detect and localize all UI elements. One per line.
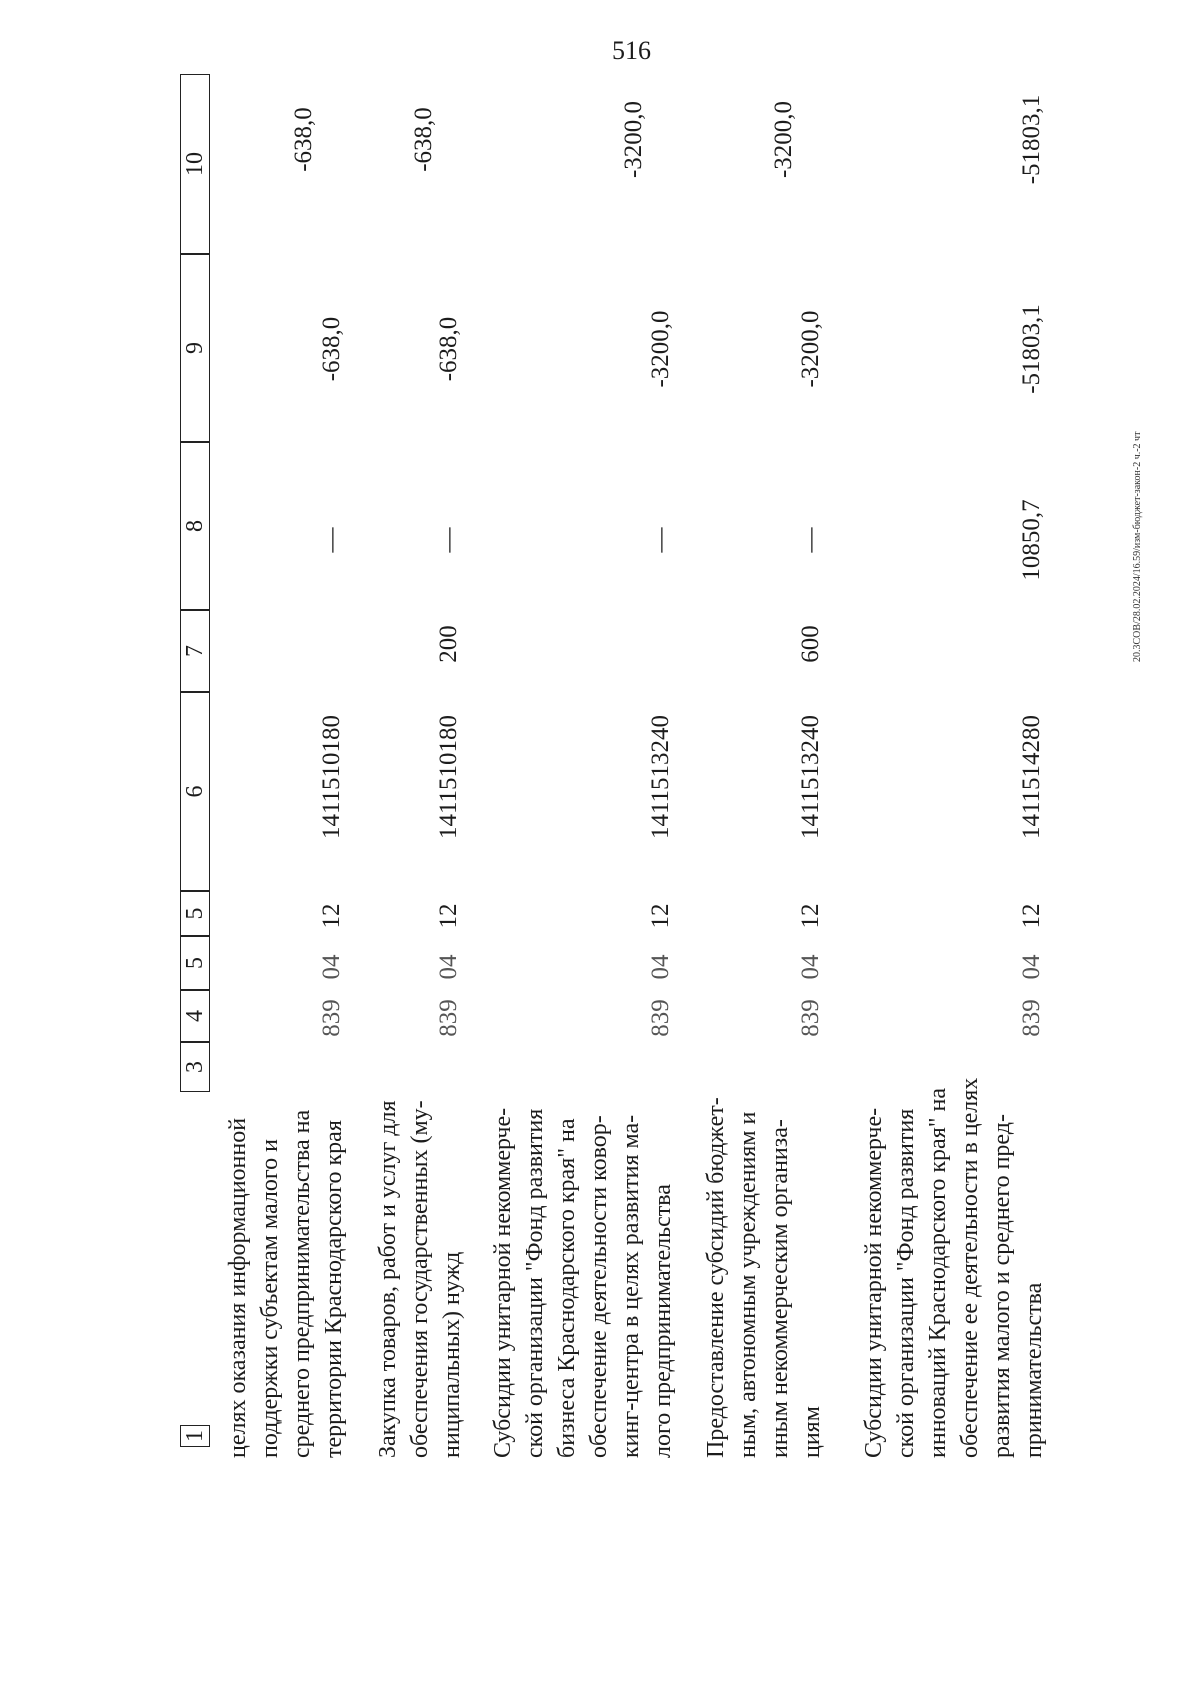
row-3-col-10: -3200,0	[620, 100, 647, 179]
footer-file-path: 20.3СОВ/28.02.2024/16.59/изм-бюджет-закон-2 ч.-2 чт	[1132, 431, 1143, 662]
row-1-col-4: 04	[318, 954, 345, 980]
row-4-col-3: 839	[797, 999, 824, 1037]
row-3-col-4: 04	[647, 954, 674, 980]
row-2-col-7: 200	[435, 625, 462, 663]
header-col-7: 7	[180, 610, 210, 692]
row-2-col-8: —	[435, 527, 462, 553]
row-1-col-8: —	[318, 527, 345, 553]
row-4-col-6: 1411513240	[797, 714, 824, 840]
row-1-col-9: -638,0	[318, 316, 345, 382]
row-4-col-10: -3200,0	[770, 100, 797, 179]
row-2-description: Закупка товаров, работ и услуг для обеспечения государственных (му- ниципальных) нужд	[375, 1100, 465, 1458]
row-5-col-4: 04	[1018, 954, 1045, 980]
row-4-col-4: 04	[797, 954, 824, 980]
row-4-col-8: —	[797, 527, 824, 553]
header-col-8: 8	[180, 442, 210, 610]
row-5-col-6: 1411514280	[1018, 714, 1045, 840]
row-3-col-8: —	[647, 527, 674, 553]
row-1-description: целях оказания информационной поддержки субъектам малого и среднего предпринимательства на территории Краснодарского края	[225, 1109, 347, 1458]
row-2-col-6: 1411510180	[435, 714, 462, 840]
row-5-col-10: -51803,1	[1018, 94, 1045, 185]
header-col-3: 3	[180, 1042, 210, 1092]
row-1-col-10: -638,0	[290, 107, 317, 172]
row-5-col-9: -51803,1	[1018, 304, 1045, 394]
header-col-6: 6	[180, 692, 210, 891]
row-3-description: Субсидии унитарной некоммерче- ской организации "Фонд развития бизнеса Краснодарского края" на обеспечение деятельности ковор- кинг-центра в целях развития ма- лого предпринимательства	[490, 1107, 676, 1458]
page-number: 516	[612, 36, 651, 65]
header-col-5: 5	[180, 936, 210, 990]
row-1-col-3: 839	[318, 999, 345, 1037]
header-col-4: 4	[180, 990, 210, 1042]
row-5-description: Субсидии унитарной некоммерче- ской организации "Фонд развития инноваций Краснодарского края" на обеспечение ее деятельности в целях развития малого и среднего пред- принимательства	[861, 1077, 1047, 1458]
row-4-col-7: 600	[797, 625, 824, 663]
header-col-9: 9	[180, 254, 210, 442]
row-2-col-9: -638,0	[435, 316, 462, 382]
row-5-col-3: 839	[1018, 999, 1045, 1037]
header-col-10: 10	[180, 74, 210, 254]
row-5-col-5: 12	[1018, 903, 1045, 929]
row-2-col-10: -638,0	[410, 107, 437, 172]
row-3-col-6: 1411513240	[647, 714, 674, 840]
row-3-col-3: 839	[647, 999, 674, 1037]
header-col-1: 1	[180, 1425, 210, 1447]
row-4-col-9: -3200,0	[797, 310, 824, 388]
row-2-col-5: 12	[435, 903, 462, 929]
row-4-col-5: 12	[797, 903, 824, 929]
row-2-col-3: 839	[435, 999, 462, 1037]
row-1-col-6: 1411510180	[318, 714, 345, 840]
row-2-col-4: 04	[435, 954, 462, 980]
row-3-col-9: -3200,0	[647, 310, 674, 388]
row-3-col-5: 12	[647, 903, 674, 929]
row-5-col-8: 10850,7	[1018, 499, 1045, 581]
row-1-col-5: 12	[318, 903, 345, 929]
header-col-5b: 5	[180, 891, 210, 936]
row-4-description: Предоставление субсидий бюджет- ным, автономным учреждениям и иным некоммерческим организа- циям	[703, 1097, 825, 1458]
